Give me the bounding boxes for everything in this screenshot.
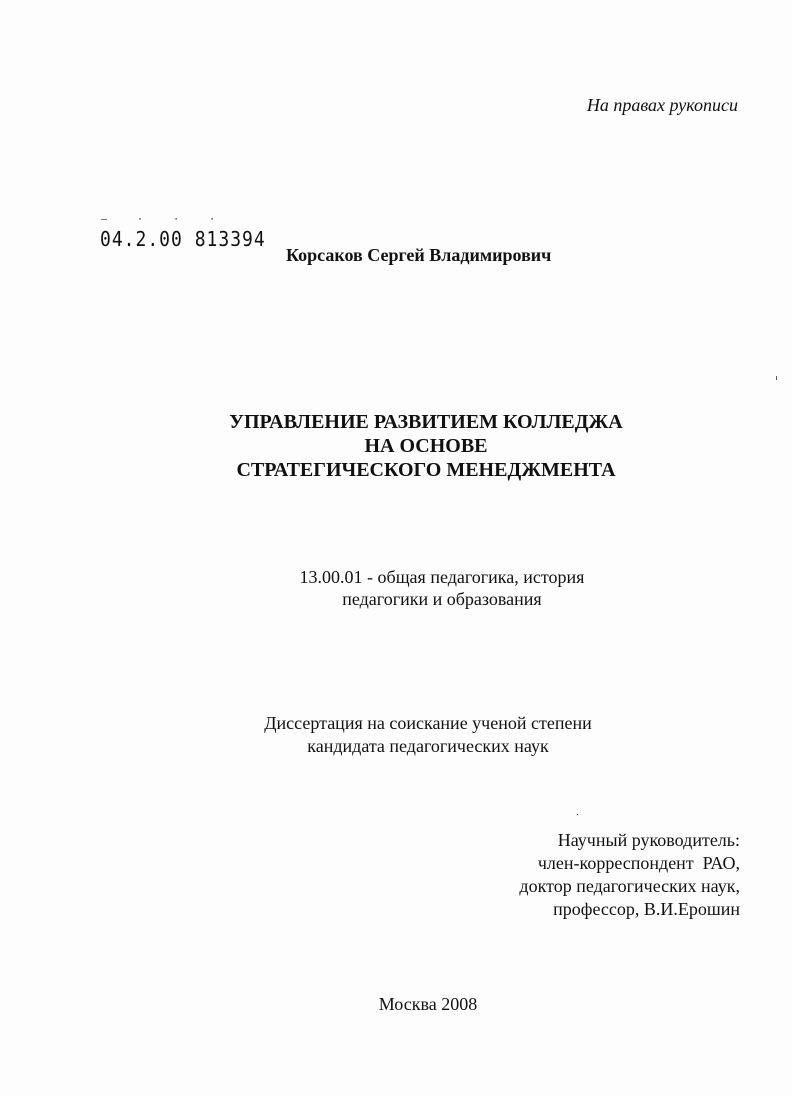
title-line-2: НА ОСНОВЕ [364,435,488,457]
degree-line-1: Диссертация на соискание ученой степени [264,713,592,733]
advisor-line-3: доктор педагогических наук, [519,876,740,896]
city-and-year: Москва 2008 [378,994,478,1014]
scan-speck [776,376,777,380]
specialty-line-2: педагогики и образования [342,589,542,609]
library-stamp-code: 04.2.00 813394 [100,228,266,252]
scan-speck [577,814,578,815]
advisor-line-4: профессор, В.И.Ерошин [553,899,740,919]
degree-line-2: кандидата педагогических наук [307,736,549,756]
author-name: Корсаков Сергей Владимирович [286,245,552,265]
title-line-1: УПРАВЛЕНИЕ РАЗВИТИЕМ КОЛЛЕДЖА [229,411,623,433]
stamp-dots: — · · · [101,214,228,225]
title-line-3: СТРАТЕГИЧЕСКОГО МЕНЕДЖМЕНТА [236,459,616,481]
manuscript-rights-note: На правах рукописи [586,95,738,115]
dissertation-title [0,410,792,482]
scientific-advisor [519,829,740,921]
advisor-line-2: член-корреспондент РАО, [537,853,740,873]
specialty-code [292,566,592,610]
degree-statement [228,712,628,758]
advisor-line-1: Научный руководитель: [557,830,740,850]
specialty-line-1: 13.00.01 - общая педагогика, история [299,567,585,587]
